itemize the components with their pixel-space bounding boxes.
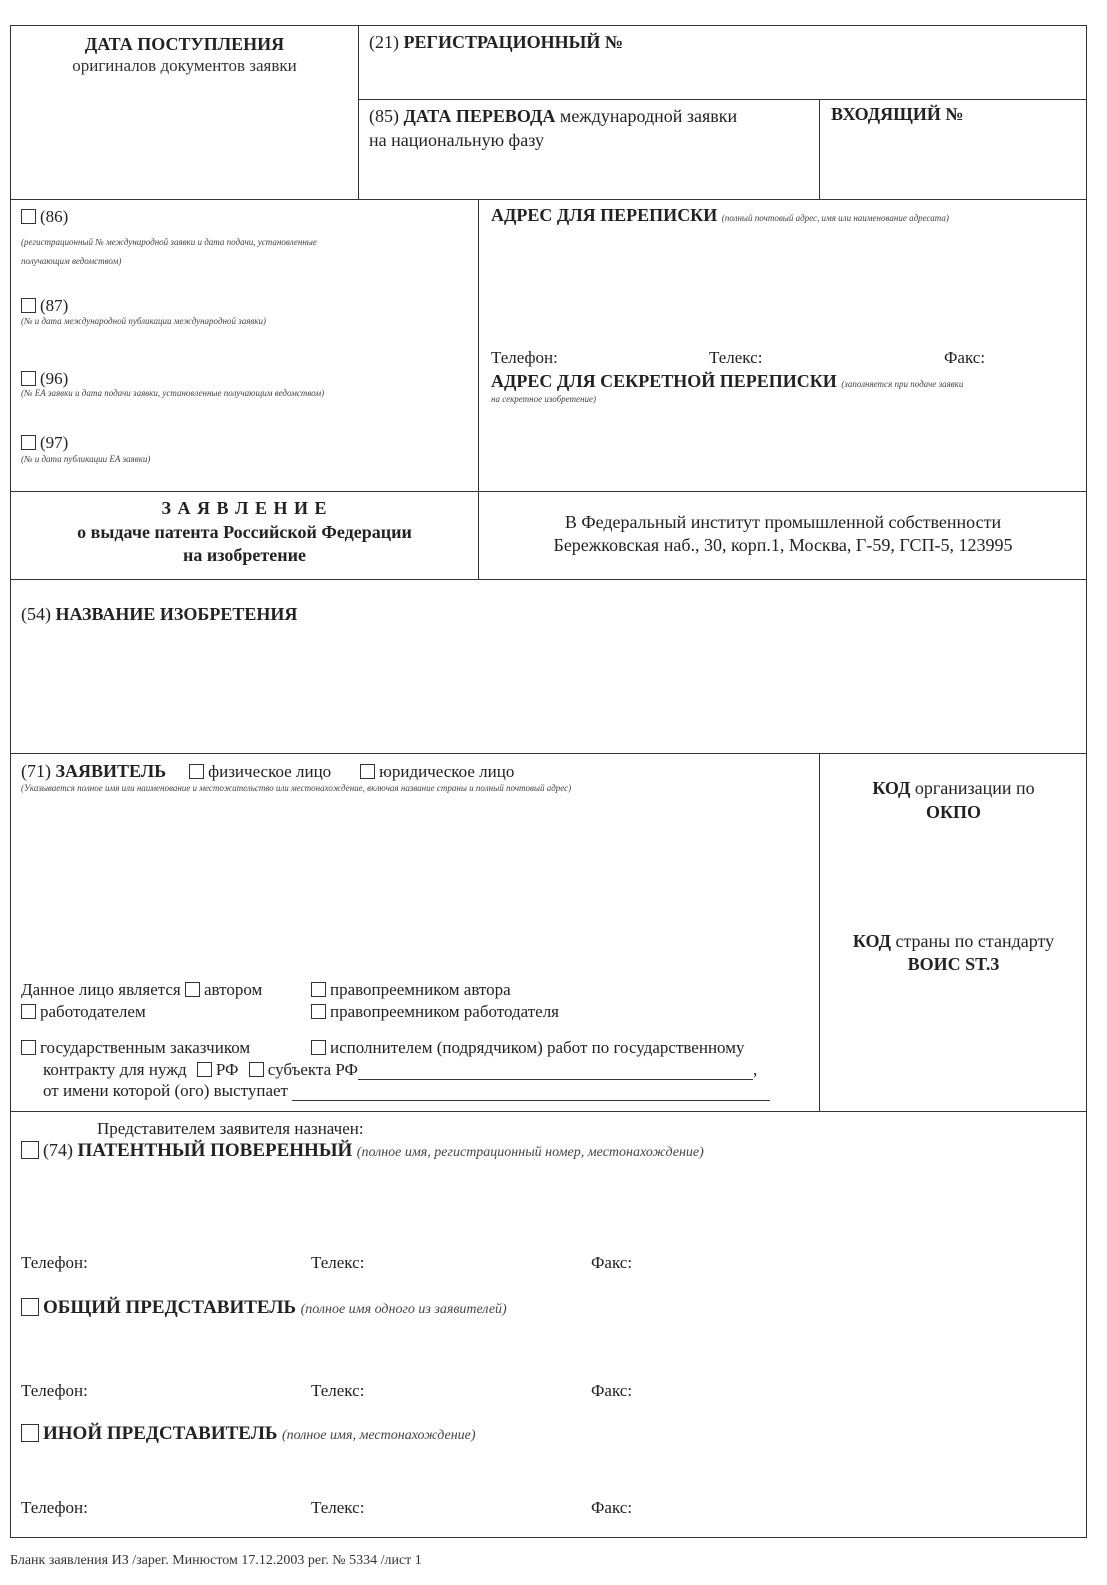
note-87: (№ и дата международной публикации международной заявки)	[21, 316, 267, 326]
section-divider-3	[11, 579, 1086, 580]
checkbox-86[interactable]	[21, 209, 36, 224]
checkbox-rf[interactable]	[197, 1062, 212, 1077]
section-divider-2	[11, 491, 1086, 492]
item-86[interactable]: (86)	[21, 207, 68, 227]
header-mid-line	[358, 99, 1086, 100]
checkbox-author-successor[interactable]	[311, 982, 326, 997]
secret-address-label: АДРЕС ДЛЯ СЕКРЕТНОЙ ПЕРЕПИСКИ (заполняется при подаче заявки	[491, 371, 964, 391]
contractor-option[interactable]: исполнителем (подрядчиком) работ по государственному	[311, 1038, 744, 1058]
section-divider-5	[11, 1111, 1086, 1112]
section-divider-4	[11, 753, 1086, 754]
applicant-note: (Указывается полное имя или наименование и местожительство или местонахождение, включая название страны и полный почтовый адрес)	[21, 783, 572, 793]
country-code-label: КОД страны по стандарту	[852, 931, 1055, 951]
statement-line3: на изобретение	[183, 545, 306, 565]
checkbox-common-representative[interactable]	[21, 1298, 39, 1316]
common-representative-label[interactable]: ОБЩИЙ ПРЕДСТАВИТЕЛЬ (полное имя одного из заявителей)	[21, 1297, 507, 1319]
common-phone-label: Телефон:	[21, 1381, 88, 1400]
contract-needs-row: контракту для нужд РФ субъекта РФ ,	[43, 1060, 758, 1079]
other-telex-label: Телекс:	[311, 1498, 365, 1517]
okpo-code-label: КОД организации по	[872, 778, 1035, 798]
incoming-divider	[819, 99, 820, 199]
checkbox-87[interactable]	[21, 298, 36, 313]
other-phone-label: Телефон:	[21, 1498, 88, 1517]
mail-telex-label: Телекс:	[709, 348, 763, 367]
employer-option[interactable]: работодателем	[21, 1002, 146, 1022]
addressee-line2: Бережковская наб., 30, корп.1, Москва, Г-59, ГСП-5, 123995	[553, 535, 1013, 555]
okpo-name: ОКПО	[925, 802, 982, 822]
other-representative-label[interactable]: ИНОЙ ПРЕДСТАВИТЕЛЬ (полное имя, местонахождение)	[21, 1423, 476, 1445]
checkbox-other-representative[interactable]	[21, 1424, 39, 1442]
other-fax-label: Факс:	[591, 1498, 633, 1517]
common-fax-label: Факс:	[591, 1381, 633, 1400]
item-96[interactable]: (96)	[21, 369, 68, 389]
mail-fax-label: Факс:	[944, 348, 986, 367]
checkbox-97[interactable]	[21, 435, 36, 450]
note-97: (№ и дата публикации ЕА заявки)	[21, 454, 151, 464]
mail-phone-label: Телефон:	[491, 348, 558, 367]
checkbox-legal-entity[interactable]	[360, 764, 375, 779]
representative-assigned-label: Представителем заявителя назначен:	[97, 1119, 364, 1138]
header-divider	[358, 26, 359, 199]
checkbox-subject-rf[interactable]	[249, 1062, 264, 1077]
checkbox-employer[interactable]	[21, 1004, 36, 1019]
receipt-date-subtitle: оригиналов документов заявки	[72, 56, 297, 75]
application-form	[10, 25, 1087, 1538]
secret-address-note: на секретное изобретение)	[491, 394, 597, 404]
registration-number-label: (21) РЕГИСТРАЦИОННЫЙ №	[369, 32, 623, 52]
item-87[interactable]: (87)	[21, 296, 68, 316]
addressee-line1: В Федеральный институт промышленной собственности	[564, 512, 1002, 532]
checkbox-physical-person[interactable]	[189, 764, 204, 779]
country-standard: ВОИС ST.3	[907, 954, 1000, 974]
transfer-date-line2: на национальную фазу	[369, 130, 544, 150]
note-86-line1: (регистрационный № международной заявки и дата подачи, установленные	[21, 237, 317, 247]
common-telex-label: Телекс:	[311, 1381, 365, 1400]
checkbox-state-customer[interactable]	[21, 1040, 36, 1055]
attorney-telex-label: Телекс:	[311, 1253, 365, 1272]
mail-address-label: АДРЕС ДЛЯ ПЕРЕПИСКИ (полный почтовый адрес, имя или наименование адресата)	[491, 205, 949, 225]
checkbox-author[interactable]	[185, 982, 200, 997]
form-footer: Бланк заявления ИЗ /зарег. Минюстом 17.12.2003 рег. № 5334 /лист 1	[10, 1553, 422, 1568]
incoming-number-label: ВХОДЯЩИЙ №	[831, 104, 964, 124]
item-97[interactable]: (97)	[21, 433, 68, 453]
checkbox-96[interactable]	[21, 371, 36, 386]
state-customer-option[interactable]: государственным заказчиком	[21, 1038, 250, 1058]
attorney-fax-label: Факс:	[591, 1253, 633, 1272]
note-96: (№ ЕА заявки и дата подачи заявки, установленные получающим ведомством)	[21, 388, 325, 398]
note-86-line2: получающим ведомством)	[21, 256, 122, 266]
applicant-label: (71) ЗАЯВИТЕЛЬ физическое лицо юридическое лицо	[21, 761, 515, 781]
on-behalf-row: от имени которой (ого) выступает	[43, 1081, 770, 1101]
person-status-row1: Данное лицо является автором	[21, 980, 263, 999]
author-successor-option[interactable]: правопреемником автора	[311, 980, 511, 1000]
transfer-date-label: (85) ДАТА ПЕРЕВОДА международной заявки	[369, 106, 738, 126]
on-behalf-field[interactable]	[292, 1100, 770, 1101]
employer-successor-option[interactable]: правопреемником работодателя	[311, 1002, 559, 1022]
receipt-date-title: ДАТА ПОСТУПЛЕНИЯ	[84, 34, 285, 54]
statement-title: З А Я В Л Е Н И Е	[161, 498, 328, 518]
subject-rf-field[interactable]	[358, 1079, 753, 1080]
section-divider-1	[11, 199, 1086, 200]
checkbox-employer-successor[interactable]	[311, 1004, 326, 1019]
checkbox-contractor[interactable]	[311, 1040, 326, 1055]
checkbox-patent-attorney[interactable]	[21, 1141, 39, 1159]
invention-title-label: (54) НАЗВАНИЕ ИЗОБРЕТЕНИЯ	[21, 604, 298, 624]
patent-attorney-label[interactable]: (74) ПАТЕНТНЫЙ ПОВЕРЕННЫЙ (полное имя, регистрационный номер, местонахождение)	[21, 1140, 704, 1162]
attorney-phone-label: Телефон:	[21, 1253, 88, 1272]
statement-line2: о выдаче патента Российской Федерации	[77, 522, 412, 542]
